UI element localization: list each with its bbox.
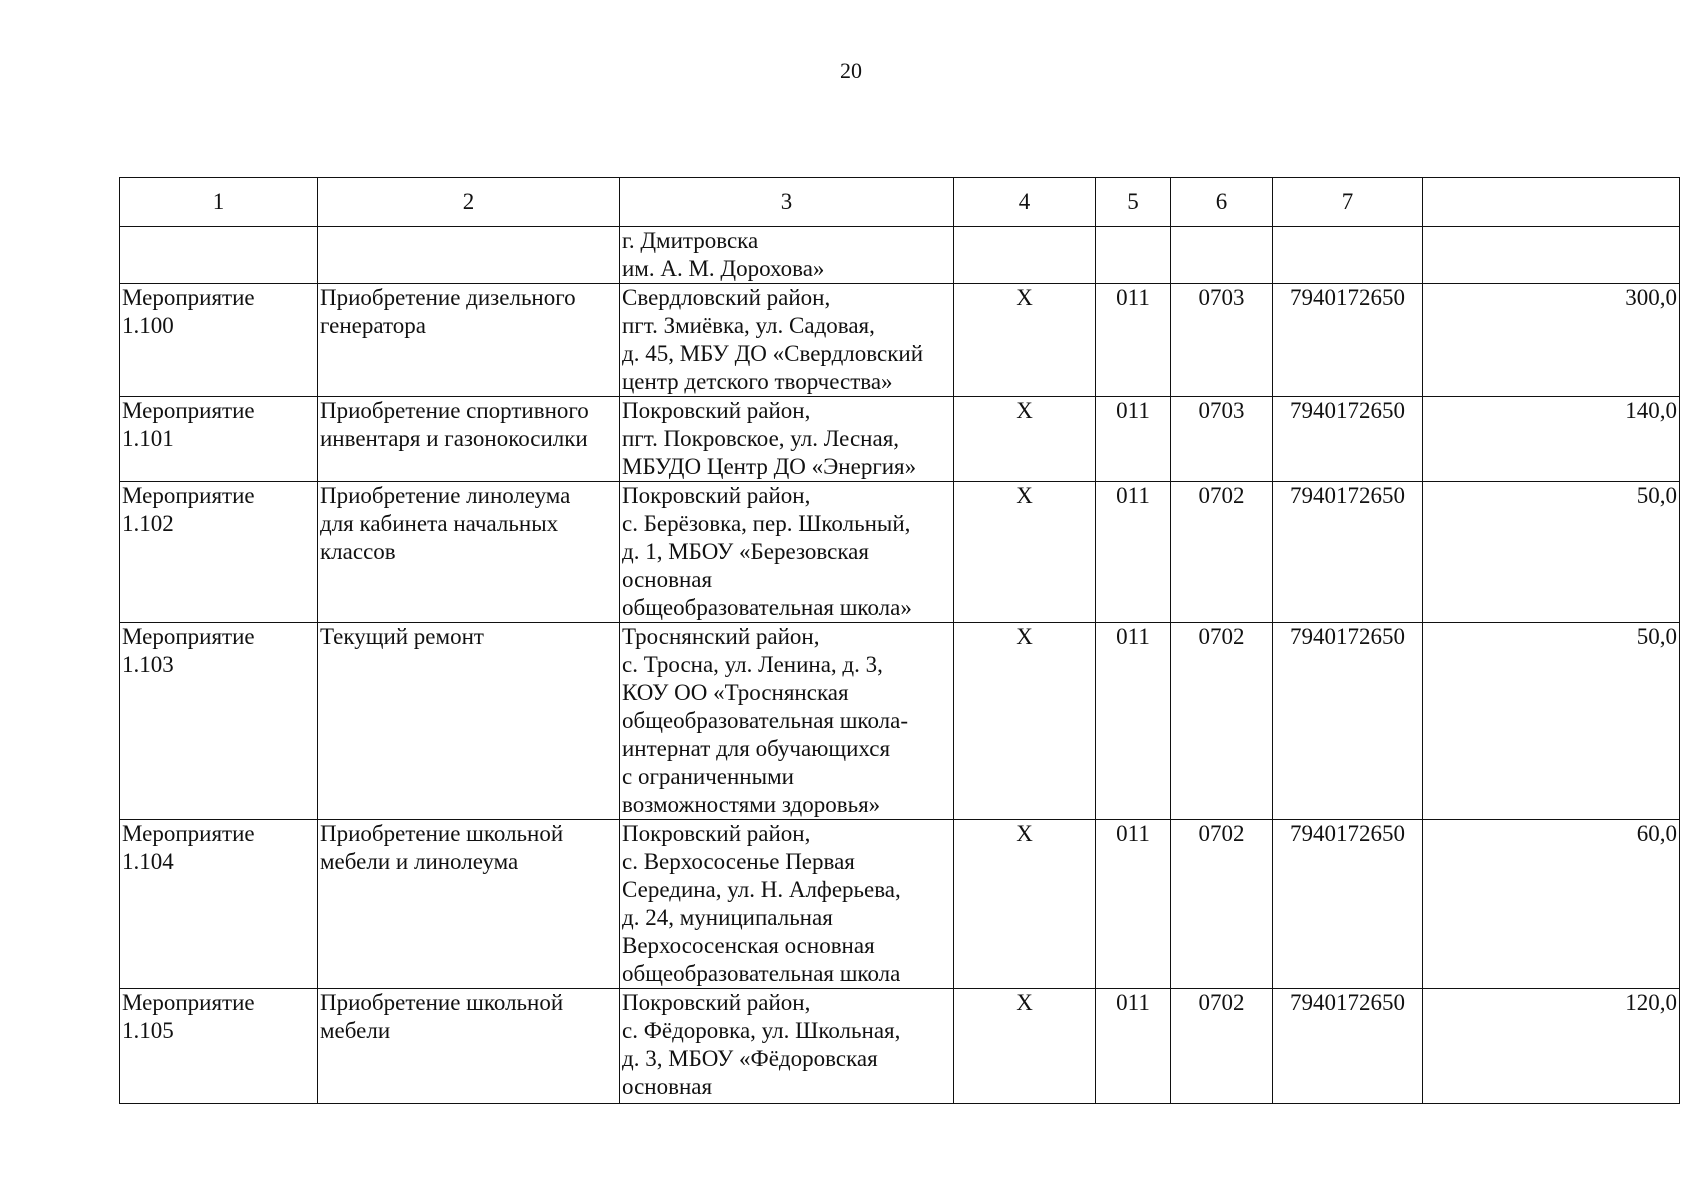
name-cell: Приобретение линолеума для кабинета начальных классов — [318, 482, 620, 623]
header-col-1: 1 — [120, 178, 318, 227]
amount-cell: 60,0 — [1423, 820, 1680, 989]
location-cell: г. Дмитровска им. А. М. Дорохова» — [620, 227, 954, 284]
header-col-8 — [1423, 178, 1680, 227]
code4-cell: 011 — [1096, 482, 1171, 623]
table-row — [120, 284, 1680, 397]
name-cell — [318, 227, 620, 284]
table-row — [120, 397, 1680, 482]
code3-cell: Х — [954, 623, 1096, 820]
code5-cell: 0703 — [1171, 284, 1273, 397]
measure-cell: Мероприятие 1.100 — [120, 284, 318, 397]
code5-cell: 0702 — [1171, 820, 1273, 989]
table-row — [120, 227, 1680, 284]
code5-cell: 0702 — [1171, 989, 1273, 1104]
code6-cell: 7940172650 — [1273, 820, 1423, 989]
code6-cell: 7940172650 — [1273, 482, 1423, 623]
code5-cell: 0703 — [1171, 397, 1273, 482]
code4-cell — [1096, 227, 1171, 284]
location-cell: Свердловский район, пгт. Змиёвка, ул. Садовая, д. 45, МБУ ДО «Свердловский центр детского творчества» — [620, 284, 954, 397]
code3-cell: Х — [954, 820, 1096, 989]
table-row — [120, 482, 1680, 623]
name-cell: Приобретение спортивного инвентаря и газонокосилки — [318, 397, 620, 482]
code4-cell: 011 — [1096, 820, 1171, 989]
code3-cell: Х — [954, 397, 1096, 482]
amount-cell: 140,0 — [1423, 397, 1680, 482]
name-cell: Приобретение школьной мебели и линолеума — [318, 820, 620, 989]
measures-table — [119, 177, 1680, 1104]
amount-cell: 120,0 — [1423, 989, 1680, 1104]
code6-cell: 7940172650 — [1273, 284, 1423, 397]
code3-cell: Х — [954, 989, 1096, 1104]
amount-cell: 50,0 — [1423, 623, 1680, 820]
name-cell: Текущий ремонт — [318, 623, 620, 820]
measure-cell: Мероприятие 1.103 — [120, 623, 318, 820]
code5-cell — [1171, 227, 1273, 284]
code3-cell — [954, 227, 1096, 284]
header-col-5: 5 — [1096, 178, 1171, 227]
header-col-2: 2 — [318, 178, 620, 227]
table-row — [120, 820, 1680, 989]
code6-cell: 7940172650 — [1273, 397, 1423, 482]
amount-cell — [1423, 227, 1680, 284]
code4-cell: 011 — [1096, 284, 1171, 397]
header-col-4: 4 — [954, 178, 1096, 227]
code6-cell — [1273, 227, 1423, 284]
code3-cell: Х — [954, 284, 1096, 397]
table-row — [120, 989, 1680, 1104]
header-col-3: 3 — [620, 178, 954, 227]
table-row — [120, 623, 1680, 820]
measure-cell: Мероприятие 1.104 — [120, 820, 318, 989]
code4-cell: 011 — [1096, 397, 1171, 482]
header-col-6: 6 — [1171, 178, 1273, 227]
name-cell: Приобретение школьной мебели — [318, 989, 620, 1104]
name-cell: Приобретение дизельного генератора — [318, 284, 620, 397]
measure-cell: Мероприятие 1.101 — [120, 397, 318, 482]
location-cell: Троснянский район, с. Тросна, ул. Ленина, д. 3, КОУ ОО «Троснянская общеобразовательная школа- интернат для обучающихся с ограниченными возможностями здоровья» — [620, 623, 954, 820]
code6-cell: 7940172650 — [1273, 989, 1423, 1104]
code4-cell: 011 — [1096, 623, 1171, 820]
header-col-7: 7 — [1273, 178, 1423, 227]
location-cell: Покровский район, пгт. Покровское, ул. Лесная, МБУДО Центр ДО «Энергия» — [620, 397, 954, 482]
amount-cell: 300,0 — [1423, 284, 1680, 397]
location-cell: Покровский район, с. Фёдоровка, ул. Школьная, д. 3, МБОУ «Фёдоровская основная — [620, 989, 954, 1104]
table-header-row — [120, 178, 1680, 227]
code6-cell: 7940172650 — [1273, 623, 1423, 820]
page-number: 20 — [840, 58, 862, 83]
code5-cell: 0702 — [1171, 482, 1273, 623]
code5-cell: 0702 — [1171, 623, 1273, 820]
amount-cell: 50,0 — [1423, 482, 1680, 623]
location-cell: Покровский район, с. Верхососенье Первая Середина, ул. Н. Алферьева, д. 24, муниципальная Верхососенская основная общеобразовательная школа — [620, 820, 954, 989]
measure-cell: Мероприятие 1.102 — [120, 482, 318, 623]
measure-cell — [120, 227, 318, 284]
measure-cell: Мероприятие 1.105 — [120, 989, 318, 1104]
code3-cell: Х — [954, 482, 1096, 623]
location-cell: Покровский район, с. Берёзовка, пер. Школьный, д. 1, МБОУ «Березовская основная общеобразовательная школа» — [620, 482, 954, 623]
code4-cell: 011 — [1096, 989, 1171, 1104]
